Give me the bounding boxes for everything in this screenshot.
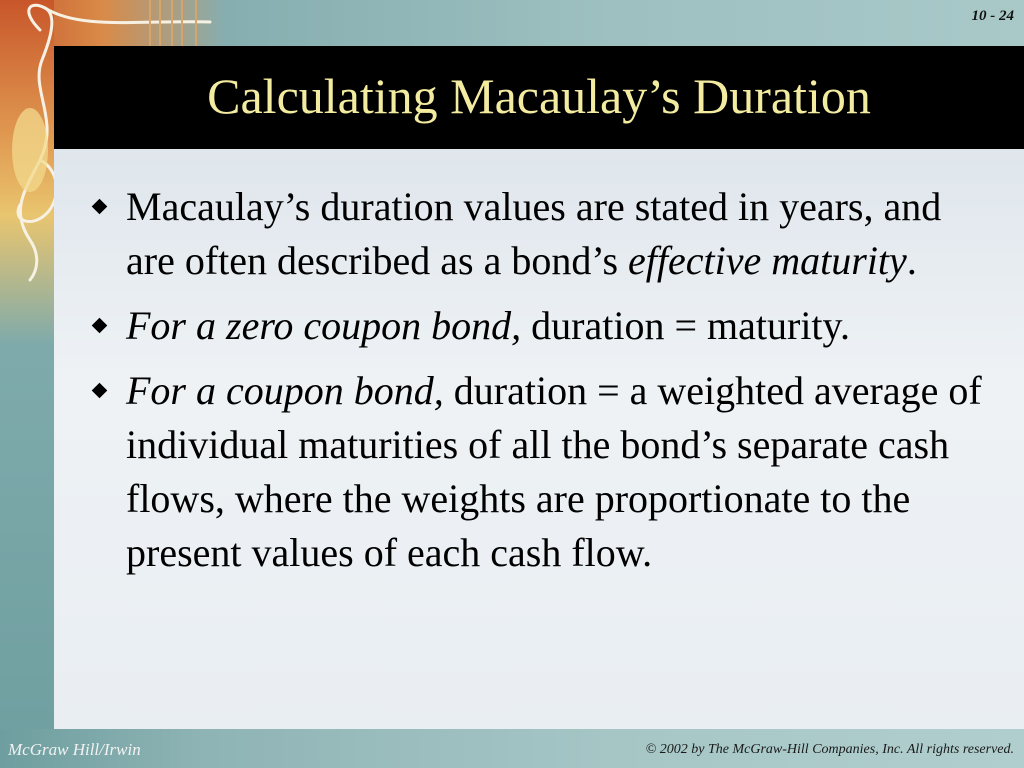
bullet-text: duration = a weighted average of individual maturities of all the bond’s separate cash flows, where the weights are proportionate to the present values of each cash flow.: [126, 368, 982, 575]
left-decorative-band: [0, 0, 54, 768]
top-decorative-band: [0, 0, 1024, 46]
bullet-emphasis: effective maturity: [628, 238, 907, 283]
bullet-emphasis: For a zero coupon bond,: [126, 303, 522, 348]
bullet-text: duration = maturity.: [521, 303, 850, 348]
diamond-bullet-icon: [92, 199, 108, 215]
bullet-item-macaulay-years: [86, 180, 986, 288]
bullet-item-coupon-bond: [86, 364, 986, 580]
slide-number: 10 - 24: [971, 8, 1014, 24]
diamond-bullet-icon: [92, 383, 108, 399]
slide-title: Calculating Macaulay’s Duration: [207, 67, 871, 124]
diamond-bullet-icon: [92, 318, 108, 334]
bullet-emphasis: For a coupon bond,: [126, 368, 444, 413]
bullet-list: [86, 180, 986, 591]
bullet-text: Macaulay’s duration values are stated in years, and are often described as a bond’s: [126, 184, 942, 283]
publisher-label: McGraw Hill/Irwin: [8, 740, 141, 759]
copyright-notice: © 2002 by The McGraw-Hill Companies, Inc. All rights reserved.: [645, 742, 1014, 757]
bullet-text: .: [906, 238, 917, 283]
bullet-item-zero-coupon: [86, 299, 986, 353]
